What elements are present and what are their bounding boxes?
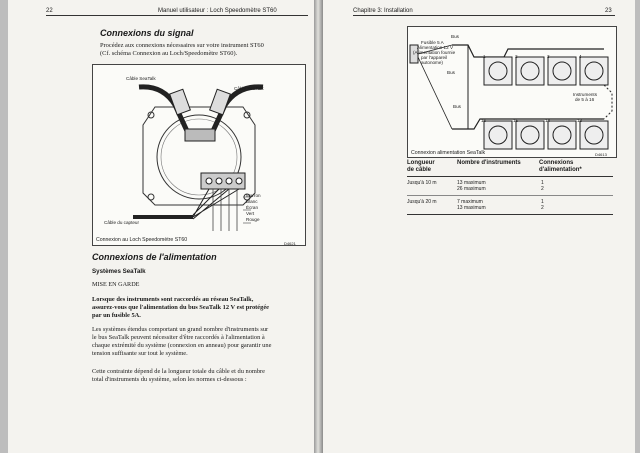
table-header-connections-line-2: d'alimentation* [539, 167, 582, 173]
bus-label-middle: Bus [447, 70, 455, 75]
table-row-1-instruments-a: 13 maximum [457, 180, 486, 186]
warning-title: MISE EN GARDE [92, 281, 140, 288]
right-page [323, 0, 635, 453]
label-sensor-cable: Câble du capteur [104, 220, 139, 225]
bus-label-bottom: Bus [453, 104, 461, 109]
left-page [8, 0, 314, 453]
fuse-label-4: par l'appareil [421, 55, 448, 60]
fuse-label-1: Fusible 5 A [421, 40, 444, 45]
table-header-rule [407, 176, 613, 177]
book-gutter [314, 0, 323, 453]
table-header-length-line-2: de câble [407, 167, 432, 173]
fuse-label-2: Alimentation 12 V [417, 45, 454, 50]
right-page-number: 23 [605, 8, 612, 14]
right-chapter-title: Chapitre 3: Installation [353, 8, 413, 14]
label-seatalk-cable-right: Câble SeaTalk [234, 86, 264, 91]
table-header-instruments: Nombre d'instruments [457, 160, 521, 166]
table-row-2-instruments-b: 13 maximum [457, 205, 486, 211]
power-para1-line-1: Les systèmes étendus comportant un grand nombre d'instruments sur [92, 326, 269, 333]
section-heading-signal: Connexions du signal [100, 28, 194, 38]
section-heading-power: Connexions de l'alimentation [92, 252, 217, 262]
power-para1-line-2: le bus SeaTalk peuvent nécessiter d'être raccordés à l'alimentation à [92, 334, 265, 341]
right-header-rule [353, 15, 615, 16]
table-header-connections-line-1: Connexions [539, 160, 574, 166]
figure-caption-st60: Connexion au Loch Speedomètre ST60 [96, 237, 188, 243]
figure-code-st60: D4621 [284, 241, 296, 246]
instruments-label-1: Instruments [573, 92, 597, 97]
subheading-seatalk-systems: Systèmes SeaTalk [92, 268, 146, 275]
power-connections-table [407, 160, 617, 220]
signal-intro-line-1: Procédez aux connexions nécessaires sur votre instrument ST60 [100, 42, 264, 49]
table-row-1-instruments-b: 26 maximum [457, 186, 486, 192]
table-bottom-rule [407, 214, 613, 215]
st60-connection-diagram [93, 65, 305, 245]
instruments-label-2: de 5 à 16 [575, 97, 595, 102]
signal-intro-line-2: (Cf. schéma Connexion au Loch/Speedomètre ST60). [100, 50, 238, 57]
bus-label-top: Bus [451, 34, 459, 39]
label-seatalk-cable-left: Câble SeaTalk [126, 76, 156, 81]
table-row-2-instruments-a: 7 maximum [457, 199, 483, 205]
table-row-1-conn-b: 2 [541, 186, 544, 192]
power-para2-line-2: total d'instruments du système, selon les normes ci-dessous : [92, 376, 247, 383]
power-para2-line-1: Cette contrainte dépend de la longueur totale du câble et du nombre [92, 368, 266, 375]
instrument-number-1: 1 [483, 54, 486, 59]
figure-caption-power: Connexion alimentation SeaTalk [411, 150, 486, 156]
wire-color-3: Écran [246, 205, 259, 210]
wire-color-2: Blanc [246, 199, 258, 204]
st60-connection-figure [92, 64, 306, 246]
instrument-number-13: 13 [577, 118, 583, 123]
wire-color-1: Marron [246, 193, 261, 198]
instrument-number-16: 16 [481, 118, 487, 123]
table-row-2-length: Jusqu'à 20 m [407, 199, 437, 205]
table-row-2-conn-a: 1 [541, 199, 544, 205]
warning-line-1: Lorsque des instruments sont raccordés au réseau SeaTalk, [92, 296, 254, 303]
figure-code-power: D4613 [595, 152, 607, 157]
instrument-number-15: 15 [513, 118, 519, 123]
left-header-title: Manuel utilisateur : Loch Speedomètre ST60 [158, 8, 277, 14]
instrument-number-4: 4 [579, 54, 582, 59]
table-row-2-conn-b: 2 [541, 205, 544, 211]
wire-color-5: Rouge [246, 217, 260, 222]
fuse-label-3: (Alimentation fournie [413, 50, 456, 55]
instrument-number-3: 3 [547, 54, 550, 59]
left-header-rule [46, 15, 308, 16]
power-para1-line-3: chaque extrémité du système (connexion en anneau) pour garantir une [92, 342, 272, 349]
left-page-number: 22 [46, 8, 53, 14]
warning-line-3: par un fusible 5A. [92, 312, 141, 319]
table-header-length-line-1: Longueur [407, 160, 435, 166]
warning-line-2: assurez-vous que l'alimentation du bus SeaTalk 12 V est protégée [92, 304, 270, 311]
fuse-label-5: autonome) [421, 60, 443, 65]
instrument-number-2: 2 [515, 54, 518, 59]
table-row-divider [407, 195, 613, 196]
table-row-1-conn-a: 1 [541, 180, 544, 186]
table-row-1-length: Jusqu'à 10 m [407, 180, 437, 186]
wire-color-4: Vert [246, 211, 255, 216]
instrument-number-14: 14 [545, 118, 551, 123]
power-para1-line-4: tension suffisante sur tout le système. [92, 350, 188, 357]
